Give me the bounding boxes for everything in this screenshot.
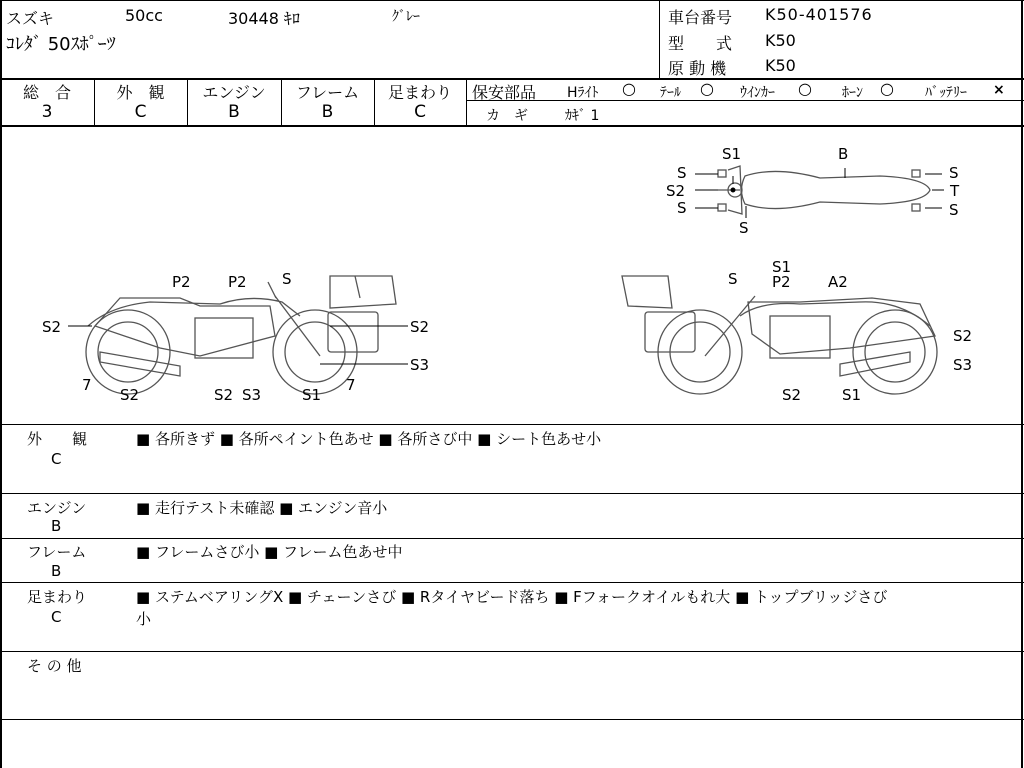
top-view-bike: [718, 166, 930, 214]
divider-remark-2: [0, 538, 1024, 539]
frame-no-label: 車台番号: [668, 8, 733, 27]
safety-horn-mark: ○: [880, 79, 894, 98]
remark-engine-category: エンジン: [27, 499, 87, 517]
engine-model-label: 原 動 機: [668, 59, 727, 78]
type-value: K50: [765, 31, 796, 50]
right-label-s2-bottom: S2: [782, 386, 802, 404]
right-label-s3: S3: [953, 356, 973, 374]
remark-suspension-text: ■ ステムベアリングX ■ チェーンさび ■ Rタイヤビード落ち ■ Fフォークオイルもれ大 ■ トップブリッジさび: [136, 588, 888, 606]
top-label-s-right-1: S: [949, 164, 959, 182]
remark-exterior-grade: C: [51, 450, 62, 468]
right-label-s2: S2: [953, 327, 973, 345]
left-label-s: S: [282, 270, 292, 288]
remark-frame-grade: B: [51, 562, 62, 580]
remark-frame-category: フレーム: [27, 543, 87, 561]
grade-suspension-value: C: [414, 102, 426, 122]
safety-tail: ﾃｰﾙ: [660, 85, 681, 101]
divider-grade-5: [466, 78, 467, 126]
top-label-t: T: [950, 182, 960, 200]
top-label-s-left-1: S: [677, 164, 687, 182]
remark-suspension-category: 足まわり: [27, 588, 88, 606]
divider-remark-4: [0, 651, 1024, 652]
top-label-s2: S2: [666, 182, 686, 200]
left-label-s1-bottom: S1: [302, 386, 322, 404]
right-label-p2: P2: [772, 273, 791, 291]
maker: スズキ: [6, 9, 55, 28]
divider-remark-3: [0, 582, 1024, 583]
remark-suspension-grade: C: [51, 608, 62, 626]
left-label-s2-bottom-b: S2: [214, 386, 234, 404]
key-label: カ ギ: [486, 108, 528, 124]
left-label-s3-right: S3: [410, 356, 430, 374]
left-label-p2-a: P2: [172, 273, 191, 291]
color: ｸﾞﾚｰ: [392, 9, 420, 25]
safety-battery: ﾊﾞｯﾃﾘｰ: [925, 85, 967, 101]
right-label-a2: A2: [828, 273, 848, 291]
grade-engine-label: エンジン: [202, 83, 266, 102]
safety-winker: ｳｲﾝｶｰ: [740, 85, 775, 101]
left-label-s2-left: S2: [42, 318, 62, 336]
safety-battery-mark: ×: [993, 82, 1005, 98]
grade-total-label: 総 合: [22, 83, 71, 102]
right-label-s: S: [728, 270, 738, 288]
grade-frame-label: フレーム: [295, 83, 360, 102]
displacement: 50cc: [125, 6, 163, 25]
top-label-b: B: [838, 145, 849, 163]
divider-remark-5: [0, 719, 1024, 720]
left-label-7-a: 7: [82, 376, 92, 394]
divider-header-vertical: [659, 0, 660, 79]
divider-diagram: [0, 424, 1024, 425]
frame-no: K50-401576: [765, 5, 873, 24]
diagram-labels: [42, 145, 972, 404]
divider-remark-1: [0, 493, 1024, 494]
left-label-7-b: 7: [346, 376, 356, 394]
top-label-s1: S1: [722, 145, 742, 163]
model-name: ｺﾚﾀﾞ 50ｽﾎﾟｰﾂ: [6, 34, 116, 55]
motorcycle-diagram: [0, 126, 1024, 424]
right-label-s1-bottom: S1: [842, 386, 862, 404]
key-value: ｶｷﾞ 1: [565, 108, 600, 124]
left-label-s2-right: S2: [410, 318, 430, 336]
safety-headlight: Hﾗｲﾄ: [567, 85, 599, 101]
top-label-s-bottom: S: [739, 219, 749, 237]
left-label-s2-bottom-a: S2: [120, 386, 140, 404]
grade-exterior-label: 外 観: [116, 83, 165, 102]
grade-engine-value: B: [228, 102, 240, 122]
grade-suspension-label: 足まわり: [387, 83, 452, 102]
left-label-p2-b: P2: [228, 273, 247, 291]
right-side-bike: [622, 276, 937, 394]
safety-tail-mark: ○: [700, 79, 714, 98]
type-label: 型 式: [668, 34, 733, 53]
grade-total-value: 3: [41, 102, 53, 122]
safety-headlight-mark: ○: [622, 79, 636, 98]
remark-frame-text: ■ フレームさび小 ■ フレーム色あせ中: [136, 543, 403, 561]
remark-exterior-category: 外 観: [27, 430, 88, 448]
top-label-s-right-2: S: [949, 201, 959, 219]
safety-horn: ﾎｰﾝ: [842, 85, 863, 101]
top-label-s-left-2: S: [677, 199, 687, 217]
remark-exterior-text: ■ 各所きず ■ 各所ペイント色あせ ■ 各所さび中 ■ シート色あせ小: [136, 430, 602, 448]
engine-model: K50: [765, 56, 796, 75]
remark-other-category: そ の 他: [27, 657, 82, 675]
safety-label: 保安部品: [472, 83, 537, 102]
border-top: [0, 0, 1024, 1]
grade-exterior-value: C: [134, 102, 147, 122]
remark-engine-grade: B: [51, 517, 62, 535]
left-label-s3-bottom: S3: [242, 386, 262, 404]
right-label-s1: S1: [772, 258, 792, 276]
grade-frame-value: B: [321, 102, 334, 122]
remark-engine-text: ■ 走行テスト未確認 ■ エンジン音小: [136, 499, 388, 517]
remark-suspension-text-cont: 小: [136, 610, 152, 628]
mileage: 30448 ｷﾛ: [228, 9, 300, 28]
safety-winker-mark: ○: [798, 79, 812, 98]
